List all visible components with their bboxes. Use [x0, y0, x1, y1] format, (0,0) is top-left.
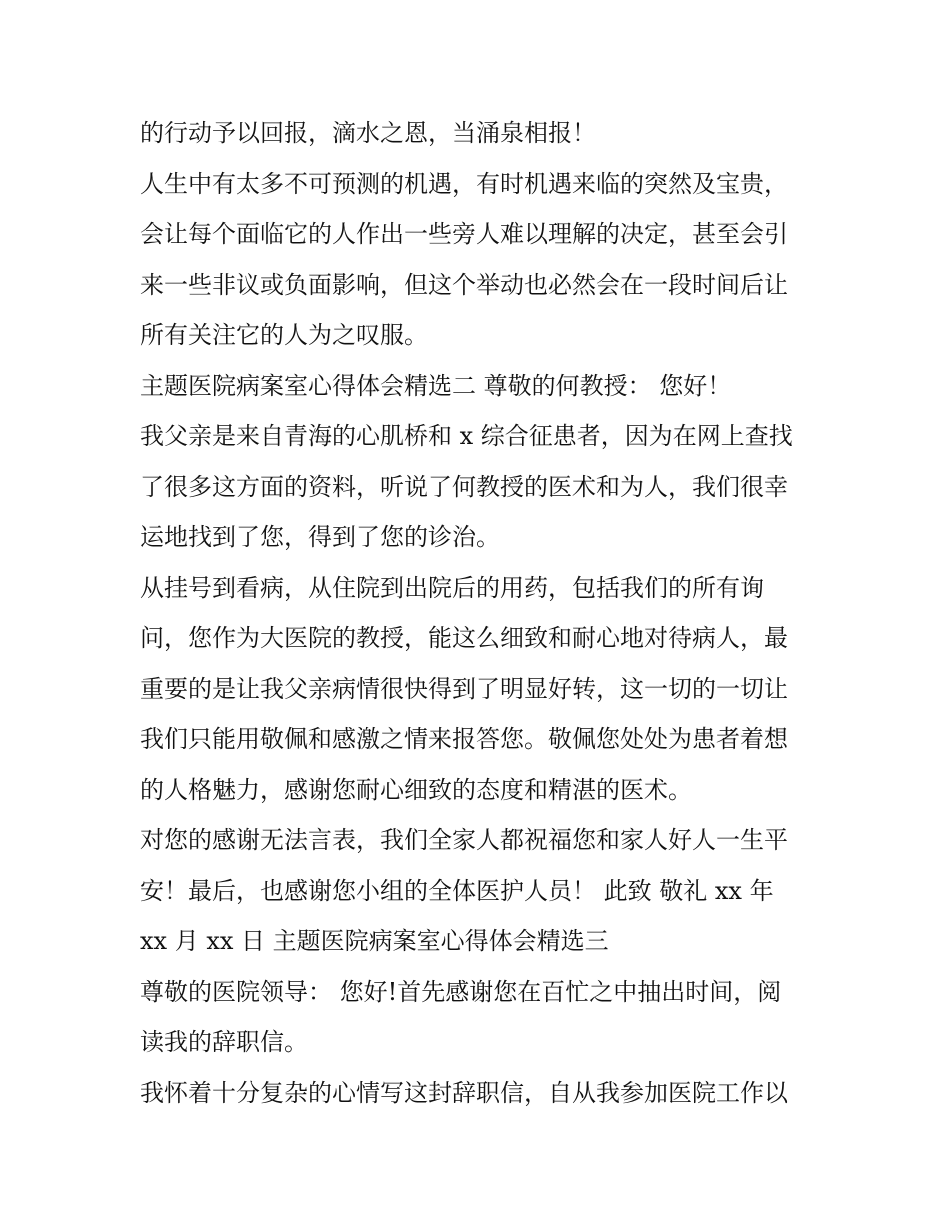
text-line: 读我的辞职信。	[140, 1028, 308, 1056]
text-line: 会让每个面临它的人作出一些旁人难以理解的决定，甚至会引	[140, 220, 788, 248]
text-line: 我们只能用敬佩和感激之情来报答您。敬佩您处处为患者着想	[140, 725, 788, 753]
text-line: 对您的感谢无法言表，我们全家人都祝福您和家人好人一生平	[140, 826, 788, 854]
text-line: 我父亲是来自青海的心肌桥和 x 综合征患者，因为在网上查找	[140, 422, 793, 450]
text-line: 所有关注它的人为之叹服。	[140, 321, 428, 349]
text-line: 我怀着十分复杂的心情写这封辞职信，自从我参加医院工作以	[140, 1078, 788, 1107]
text-line: 从挂号到看病，从住院到出院后的用药，包括我们的所有询	[140, 573, 764, 602]
text-line: 了很多这方面的资料，听说了何教授的医术和为人，我们很幸	[140, 472, 788, 501]
document-body	[140, 108, 820, 1118]
text-line: 重要的是让我父亲病情很快得到了明显好转，这一切的一切让	[140, 674, 788, 703]
text-line: 主题医院病案室心得体会精选二 尊敬的何教授： 您好！	[140, 371, 732, 400]
text-line: 的行动予以回报，滴水之恩，当涌泉相报！	[140, 119, 596, 147]
text-line: 来一些非议或负面影响，但这个举动也必然会在一段时间后让	[140, 270, 788, 299]
text-line: 人生中有太多不可预测的机遇，有时机遇来临的突然及宝贵，	[140, 169, 788, 198]
text-line: 安！最后，也感谢您小组的全体医护人员！ 此致 敬礼 xx 年	[140, 876, 774, 905]
text-line: 问，您作为大医院的教授，能这么细致和耐心地对待病人，最	[140, 624, 788, 652]
text-line: 尊敬的医院领导： 您好!首先感谢您在百忙之中抽出时间，阅	[140, 977, 782, 1006]
text-line: 运地找到了您，得到了您的诊治。	[140, 523, 500, 551]
text-line: xx 月 xx 日 主题医院病案室心得体会精选三	[140, 927, 609, 955]
text-line: 的人格魅力，感谢您耐心细致的态度和精湛的医术。	[140, 775, 692, 804]
